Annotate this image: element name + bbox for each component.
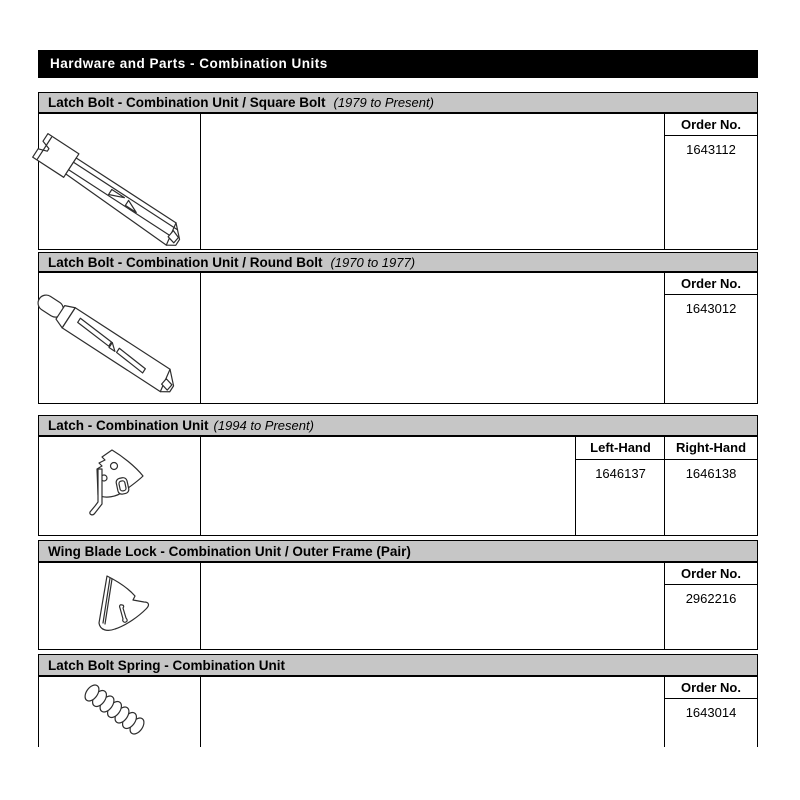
description-cell xyxy=(200,437,576,535)
section-years: (1994 to Present) xyxy=(213,418,314,433)
section-years: (1979 to Present) xyxy=(333,95,434,110)
section-title: Latch Bolt Spring - Combination Unit xyxy=(48,657,285,673)
parts-table-latch xyxy=(38,436,758,536)
order-no-header: Order No. xyxy=(665,563,757,585)
illustration-cell xyxy=(39,273,201,403)
wing-blade-lock-illustration xyxy=(81,566,191,648)
description-cell xyxy=(200,563,665,649)
parts-table-square-bolt xyxy=(38,113,758,250)
right-hand-order-no: 1646138 xyxy=(685,466,737,481)
order-no-value: 1643012 xyxy=(685,301,737,316)
order-column xyxy=(664,563,757,649)
square-latch-bolt-illustration xyxy=(41,116,198,249)
latch-illustration xyxy=(69,438,179,535)
order-column xyxy=(664,273,757,403)
parts-table-wing-blade-lock xyxy=(38,562,758,650)
illustration-cell xyxy=(39,677,201,747)
parts-table-latch-bolt-spring xyxy=(38,676,758,747)
section-header-latch xyxy=(38,415,758,436)
right-hand-column xyxy=(664,437,757,535)
left-hand-header: Left-Hand xyxy=(576,437,665,460)
order-column xyxy=(664,677,757,747)
latch-bolt-spring-illustration xyxy=(82,684,157,742)
section-header-latch-bolt-spring xyxy=(38,654,758,676)
section-header-square-bolt xyxy=(38,92,758,113)
description-cell xyxy=(200,677,665,747)
left-hand-order-no: 1646137 xyxy=(595,466,646,481)
right-hand-header: Right-Hand xyxy=(665,437,757,460)
illustration-cell xyxy=(39,563,201,649)
round-latch-bolt-illustration xyxy=(41,275,198,403)
illustration-cell xyxy=(39,437,201,535)
section-title: Latch Bolt - Combination Unit / Square Bolt xyxy=(48,95,326,110)
order-no-value: 2962216 xyxy=(685,591,737,606)
parts-table-round-bolt xyxy=(38,272,758,404)
order-no-value: 1643014 xyxy=(685,705,737,720)
illustration-cell xyxy=(39,114,201,249)
order-no-header: Order No. xyxy=(665,273,757,295)
order-no-header: Order No. xyxy=(665,677,757,699)
description-cell xyxy=(200,273,665,403)
section-header-wing-blade-lock xyxy=(38,540,758,562)
left-hand-column xyxy=(575,437,665,535)
section-title: Latch - Combination Unit xyxy=(48,418,209,433)
order-no-value: 1643112 xyxy=(686,142,736,157)
description-cell xyxy=(200,114,665,249)
order-column xyxy=(664,114,757,249)
section-title: Latch Bolt - Combination Unit / Round Bolt xyxy=(48,254,323,270)
order-no-header: Order No. xyxy=(665,114,757,136)
page-header-bar xyxy=(38,50,758,78)
section-title: Wing Blade Lock - Combination Unit / Outer Frame (Pair) xyxy=(48,543,411,559)
section-header-round-bolt xyxy=(38,252,758,272)
page-title: Hardware and Parts - Combination Units xyxy=(50,56,328,71)
section-years: (1970 to 1977) xyxy=(330,254,416,270)
